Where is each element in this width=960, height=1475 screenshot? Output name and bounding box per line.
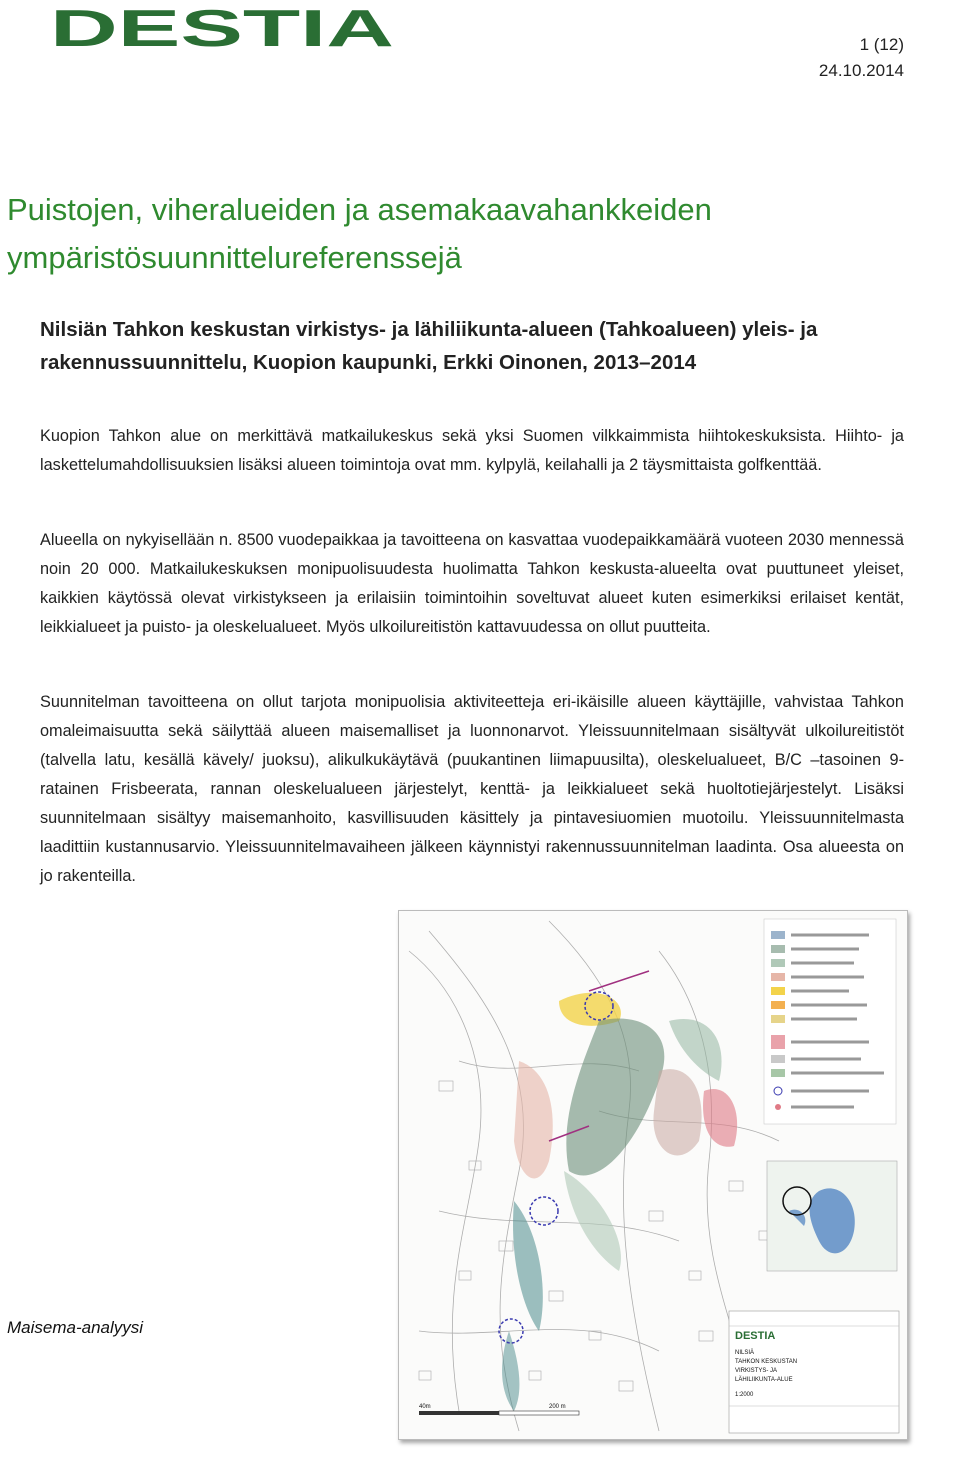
page-number: 1 (12) (859, 35, 904, 54)
map-drawing (399, 911, 907, 1439)
paragraph-intro: Kuopion Tahkon alue on merkittävä matkailukeskus sekä yksi Suomen vilkkaimmista hiihtokeskuksista. Hiihto- ja laskettelumahdollisuuksien lisäksi alueen toimintoja ovat mm. kylpylä, keilahalli ja 2 täysmittaista golfkenttää. (40, 427, 904, 474)
project-heading: Nilsiän Tahkon keskustan virkistys- ja lähiliikunta-alueen (Tahkoalueen) yleis- ja rakennussuunnittelu, Kuopion kaupunki, Erkki Oinonen, 2013–2014 (40, 318, 818, 374)
location-inset-map (767, 1161, 897, 1271)
paragraph-goals: Suunnitelman tavoitteena on ollut tarjota monipuolisia aktiviteetteja eri-ikäisille alueen käyttäjille, vahvistaa Tahkon omaleimaisuutta sekä säilyttää alueen maisemalliset ja luonnonarvot. Yleissuunnitelmaan sisältyvät ulkoilureitistöt (talvella latu, kesällä kävely/ juoksu), alikulkukäytävä (puukantinen liimapuusilta), oleskelualueet, B/C –tasoinen 9-ratainen Frisbeerata, rannan oleskelualueen järjestelyt, kenttä- ja leikkialueet sekä huoltotiejärjestelyt. Lisäksi suunnitelmaan sisältyy maisemanhoito, kasvillisuuden käsittely ja pintavesiuomien muotoilu. Yleissuunnitelmasta laadittiin kustannusarvio. Yleissuunnitelmavaiheen jälkeen käynnistyi rakennussuunnitelman laadinta. Osa alueesta on jo rakenteilla. (40, 693, 904, 885)
title-block-line4: LÄHILIIKUNTA-ALUE (735, 1377, 793, 1383)
logo-text: DESTIA (50, 6, 394, 48)
title-block-line1: NILSIÄ (735, 1350, 755, 1356)
landscape-analysis-map (398, 910, 908, 1440)
map-legend (764, 919, 896, 1124)
title-line-2: ympäristösuunnittelureferenssejä (7, 240, 462, 275)
title-block-logo: DESTIA (735, 1330, 776, 1342)
page-info (819, 32, 904, 84)
figure-caption: Maisema-analyysi (7, 1318, 144, 1337)
document-date: 24.10.2014 (818, 61, 904, 80)
scale-label-right: 200 m (549, 1404, 566, 1410)
title-line-1: Puistojen, viheralueiden ja asemakaavahankkeiden (7, 192, 712, 227)
destia-logo (48, 6, 396, 48)
title-block-line3: VIRKISTYS- JA (735, 1368, 778, 1374)
paragraph-capacity: Alueella on nykyisellään n. 8500 vuodepaikkaa ja tavoitteena on kasvattaa vuodepaikkamäärä vuoteen 2030 mennessä noin 20 000. Matkailukeskuksen monipuolisuudesta huolimatta Tahkon keskusta-alueelta ovat puuttuneet yleiset, kaikkien käytössä olevat virkistykseen ja erilaisiin toimintoihin soveltuvat alueet kuten esimerkiksi erilaiset kentät, leikkialueet ja puisto- ja oleskelualueet. Myös ulkoilureitistön kattavuudessa on ollut puutteita. (40, 531, 904, 636)
title-block-scale: 1:2000 (735, 1392, 754, 1398)
scale-label-left: 40m (419, 1404, 431, 1410)
map-title-block (729, 1311, 899, 1433)
page-title (7, 186, 907, 282)
title-block-line2: TAHKON KESKUSTAN (735, 1359, 798, 1365)
